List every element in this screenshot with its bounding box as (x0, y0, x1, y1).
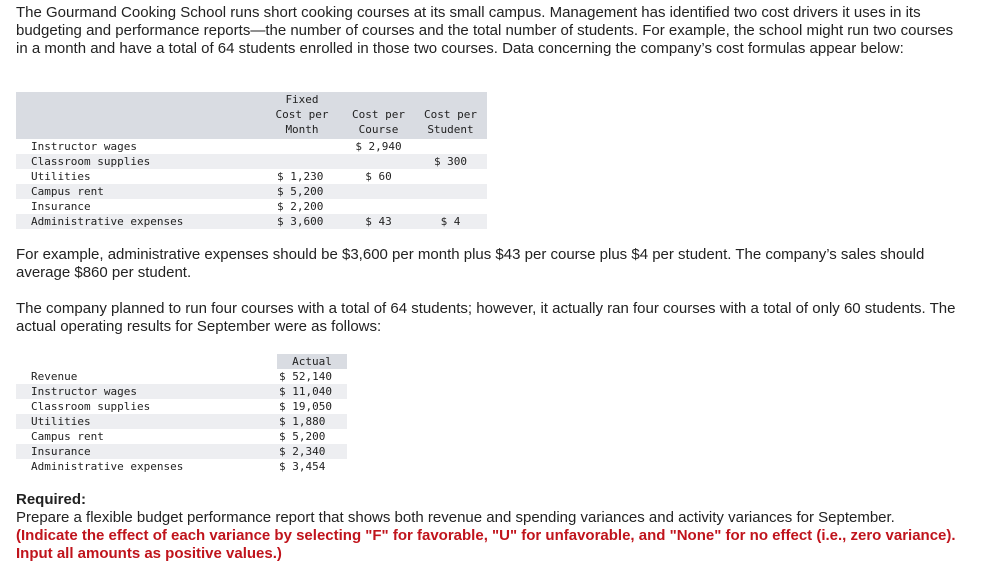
row-fixed-cost: $ 5,200 (261, 184, 343, 199)
row-value: $ 2,340 (277, 444, 347, 459)
row-value: $ 1,880 (277, 414, 347, 429)
required-text: Prepare a flexible budget performance report that shows both revenue and spending variances and activity variances for September. (16, 509, 895, 526)
row-label: Administrative expenses (16, 459, 277, 474)
row-label: Classroom supplies (16, 399, 277, 414)
table-row (16, 429, 347, 444)
intro-paragraph: The Gourmand Cooking School runs short cooking courses at its small campus. Management has identified two cost drivers it uses in its budgeting and performance reports—the number of courses and the total number of students. For example, the school might run two courses in a month and have a total of 64 students enrolled in those two courses. Data concerning the company’s cost formulas appear below: (16, 4, 954, 57)
table-row (16, 459, 347, 474)
table-row (16, 184, 487, 199)
row-label: Insurance (16, 444, 277, 459)
table-row (16, 154, 487, 169)
table-row (16, 414, 347, 429)
row-label: Campus rent (16, 429, 277, 444)
actual-results-table (16, 354, 347, 474)
row-value: $ 11,040 (277, 384, 347, 399)
row-course-cost: $ 2,940 (343, 139, 414, 154)
instruction-text: (Indicate the effect of each variance by selecting "F" for favorable, "U" for unfavorable, and "None" for no effect (i.e., zero variance). Input all amounts as positive values.) (16, 527, 956, 562)
row-label: Insurance (16, 199, 261, 214)
cost-table-header (16, 92, 487, 139)
table-row (16, 214, 487, 229)
row-label: Revenue (16, 369, 277, 384)
row-label: Utilities (16, 169, 261, 184)
row-value: $ 5,200 (277, 429, 347, 444)
row-label: Utilities (16, 414, 277, 429)
row-value: $ 3,454 (277, 459, 347, 474)
header-actual: Actual (277, 354, 347, 369)
row-label: Instructor wages (16, 384, 277, 399)
row-label: Classroom supplies (16, 154, 261, 169)
row-fixed-cost: $ 1,230 (261, 169, 343, 184)
row-value: $ 52,140 (277, 369, 347, 384)
row-student-cost: $ 300 (414, 154, 487, 169)
required-label: Required: (16, 491, 87, 508)
row-value: $ 19,050 (277, 399, 347, 414)
table-row (16, 399, 347, 414)
cost-formula-table (16, 92, 487, 229)
header-cost-per-course: Cost per Course (343, 92, 414, 139)
example-paragraph: For example, administrative expenses should be $3,600 per month plus $43 per course plus $4 per student. The company’s sales should average $860 per student. (16, 246, 925, 281)
row-course-cost: $ 43 (343, 214, 414, 229)
table-row (16, 199, 487, 214)
header-cost-per-student: Cost per Student (414, 92, 487, 139)
table-row (16, 139, 487, 154)
header-fixed-cost: Fixed Cost per Month (261, 92, 343, 139)
table-row (16, 369, 347, 384)
row-label: Campus rent (16, 184, 261, 199)
row-fixed-cost: $ 2,200 (261, 199, 343, 214)
row-label: Instructor wages (16, 139, 261, 154)
table-row (16, 444, 347, 459)
row-fixed-cost: $ 3,600 (261, 214, 343, 229)
row-course-cost: $ 60 (343, 169, 414, 184)
planned-paragraph: The company planned to run four courses with a total of 64 students; however, it actually ran four courses with a total of only 60 students. The actual operating results for September were as follows: (16, 300, 956, 335)
table-row (16, 384, 347, 399)
row-student-cost: $ 4 (414, 214, 487, 229)
actual-table-header (16, 354, 347, 369)
row-label: Administrative expenses (16, 214, 261, 229)
table-row (16, 169, 487, 184)
required-section (16, 491, 966, 563)
